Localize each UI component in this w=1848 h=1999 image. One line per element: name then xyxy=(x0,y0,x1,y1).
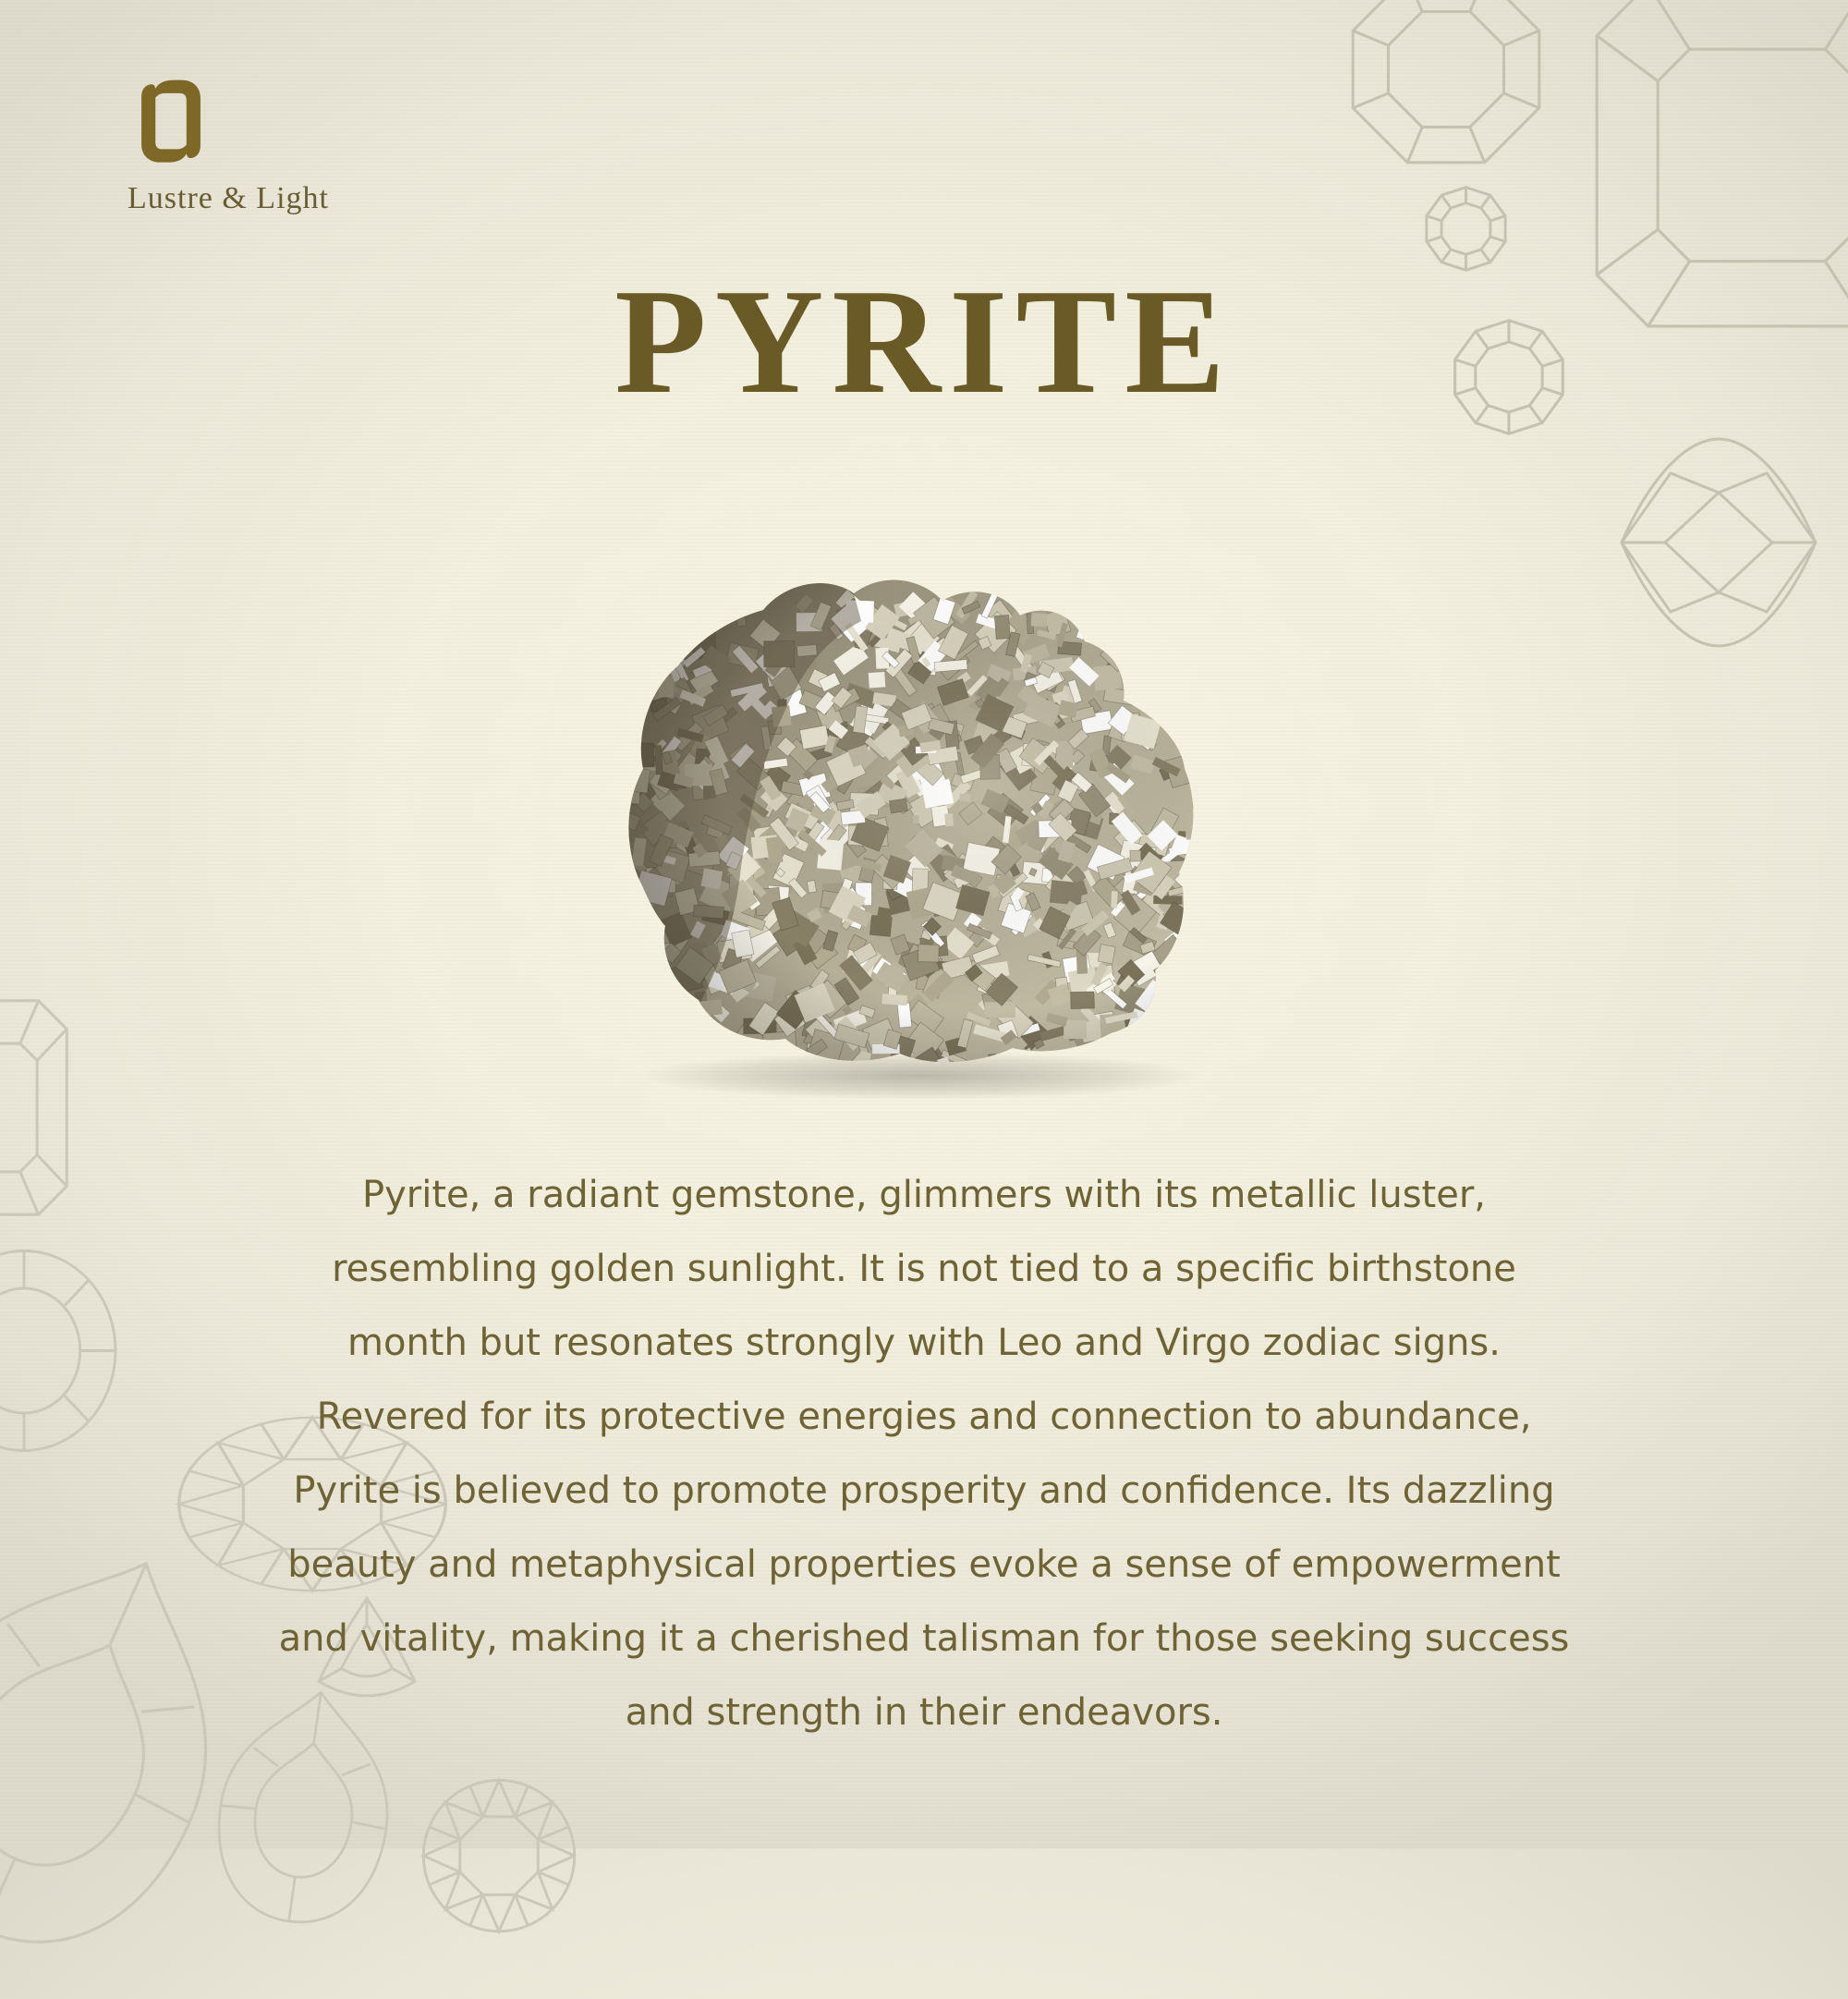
description-line: Pyrite is believed to promote prosperity and confidence. Its dazzling xyxy=(293,1469,1555,1512)
description-line: and vitality, making it a cherished talisman for those seeking success xyxy=(278,1617,1570,1660)
description-paragraph xyxy=(0,1158,1848,1749)
pyrite-specimen-image xyxy=(582,562,1266,1116)
lustre-and-light-logo-icon xyxy=(132,72,210,172)
description-line: Pyrite, a radiant gemstone, glimmers with its metallic luster, xyxy=(361,1174,1487,1216)
page-title: PYRITE xyxy=(614,259,1234,425)
description-line: Revered for its protective energies and connection to abundance, xyxy=(316,1396,1532,1438)
description-line: and strength in their endeavors. xyxy=(625,1691,1223,1734)
description-line: month but resonates strongly with Leo and Virgo zodiac signs. xyxy=(347,1322,1501,1364)
description-line: beauty and metaphysical properties evoke a sense of empowerment xyxy=(287,1543,1561,1586)
brand-name: Lustre & Light xyxy=(128,181,329,215)
description-line: resembling golden sunlight. It is not tied to a specific birthstone xyxy=(332,1248,1516,1290)
brand-logo xyxy=(128,72,368,216)
